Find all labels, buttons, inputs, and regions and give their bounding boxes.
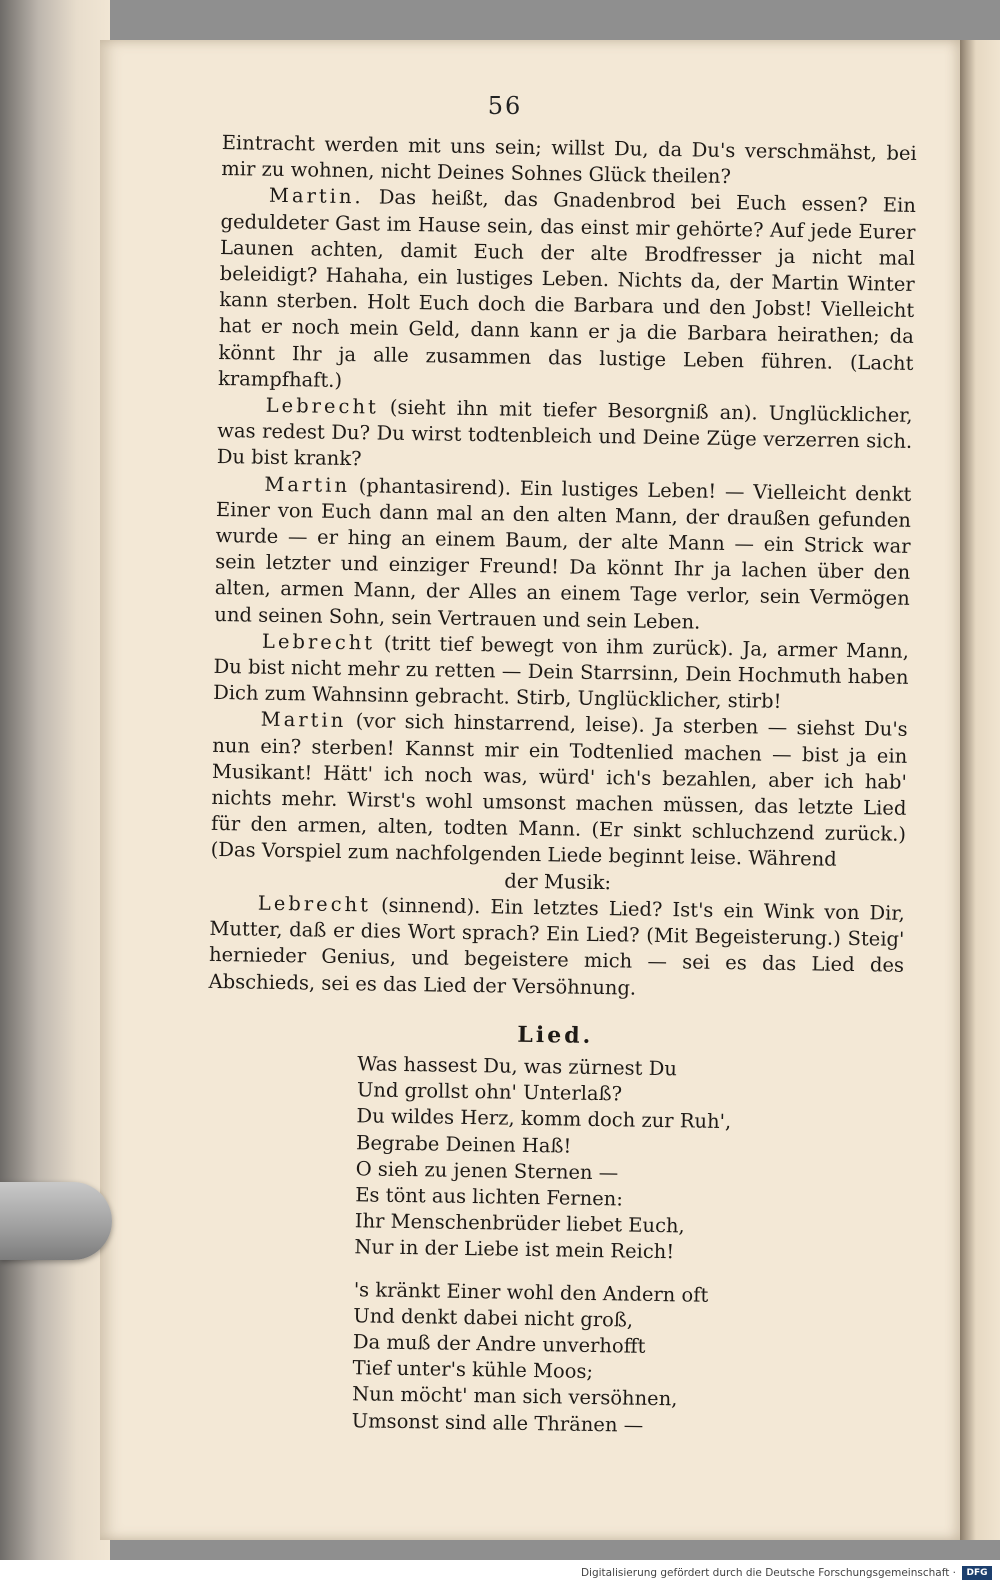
verse-line: Begrabe Deinen Haß! xyxy=(355,1130,572,1158)
speaker-name: Lebrecht xyxy=(261,629,376,655)
speaker-name: Martin. xyxy=(268,184,364,209)
page-number: 56 xyxy=(487,92,523,120)
verse-line: Nur in der Liebe ist mein Reich! xyxy=(354,1235,675,1264)
verse-line: Und denkt dabei nicht groß, xyxy=(353,1303,634,1332)
speaker-name: Martin xyxy=(260,708,347,733)
verse-line: Tief unter's kühle Moos; xyxy=(352,1356,594,1384)
speaker-name: Lebrecht xyxy=(265,393,380,419)
speech-text: Das heißt, das Gnadenbrod bei Euch essen? Ein geduldeter Gast im Hause sein, das einst mir gehörte? Auf jede Eurer Launen achten, damit Euch der alte Brodfresser ja nicht mal beleidigt? Hahaha, ein lustiges Leben. Nichts da, der Martin Winter kann sterben. Holt Euch doch die Barbara und den Jobst! Vielleicht hat er noch mein Geld, dann kann er ja die Barbara heirathen; da könnt Ihr ja alle zusammen das lustige Leben führen. (Lacht krampfhaft.) xyxy=(217,185,917,392)
paragraph-martin-2 xyxy=(214,471,911,639)
book-page-edges xyxy=(0,0,110,1560)
verse-line: Du wildes Herz, komm doch zur Ruh', xyxy=(356,1104,732,1134)
verse-line: Ihr Menschenbrüder liebet Euch, xyxy=(354,1209,685,1238)
paragraph-martin-3 xyxy=(210,706,907,874)
speech-text: (tritt tief bewegt von ihm zurück). Ja, armer Mann, Du bist nicht mehr zu retten — Dein Starrsinn, Dein Hochmuth haben Dich zum Wahnsinn gebracht. Stirb, Unglücklicher, stirb! xyxy=(212,631,910,714)
verse-line: Da muß der Andre unverhofft xyxy=(352,1330,646,1358)
paragraph-lebrecht-3 xyxy=(208,890,905,1006)
verse-line: Es tönt aus lichten Fernen: xyxy=(355,1183,624,1211)
paragraph-lebrecht-2 xyxy=(213,628,909,718)
song-stanza-2 xyxy=(202,1274,899,1442)
verse-line: Nun möcht' man sich versöhnen, xyxy=(351,1382,678,1411)
footer-bar xyxy=(0,1560,1000,1587)
page-text xyxy=(202,130,917,1443)
speech-text: (phantasirend). Ein lustiges Leben! — Vielleicht denkt Einer von Euch dann mal an den alten Mann, der draußen gefunden wurde — er hing an einem Baum, der alte Mann — ein Strick war sein letzter und einziger Freund! Da könnt Ihr ja lachen über den alten, armen Mann, der Alles an einem Tage verlor, sein Vermögen und seinen Sohn, sein Vertrauen und sein Leben. xyxy=(214,473,912,634)
song-stanza-1 xyxy=(204,1049,902,1270)
stage-direction-centered: der Musik: xyxy=(504,869,612,894)
scanner-thumb-clip xyxy=(0,1182,112,1260)
dfg-logo-icon: DFG xyxy=(962,1566,992,1580)
verse-line: O sieh zu jenen Sternen — xyxy=(355,1156,619,1185)
verse-line: 's kränkt Einer wohl den Andern oft xyxy=(353,1277,709,1307)
song-title: Lied. xyxy=(517,1021,594,1049)
verse-line: Umsonst sind alle Thränen — xyxy=(351,1408,644,1437)
facing-page-edge xyxy=(960,40,1000,1540)
speech-text: (sinnend). Ein letztes Lied? Ist's ein Wink von Dir, Mutter, daß er dies Wort sprach? Ein Lied? (Mit Begeisterung.) Steig' hernieder Genius, und begeistere mich — sei es das Lied des Abschieds, sei es das Lied der Versöhnung. xyxy=(208,893,905,1000)
verse-line: Was hassest Du, was zürnest Du xyxy=(357,1052,678,1081)
speaker-name: Lebrecht xyxy=(257,891,372,917)
speaker-name: Martin xyxy=(264,472,351,497)
paragraph-lebrecht-1 xyxy=(217,392,913,482)
paragraph-continuation: Eintracht werden mit uns sein; willst Du, da Du's verschmähst, bei mir zu wohnen, nicht Deines Sohnes Glück theilen? xyxy=(221,130,917,189)
speech-text: (sieht ihn mit tiefer Besorgniß an). Unglücklicher, was redest Du? Du wirst todtenbleich und Deine Züge verzerren sich. Du bist krank? xyxy=(216,395,913,471)
verse-line: Und grollst ohn' Unterlaß? xyxy=(356,1078,623,1106)
funding-notice: Digitalisierung gefördert durch die Deutsche Forschungsgemeinschaft · xyxy=(580,1567,956,1579)
paragraph-martin-1 xyxy=(218,182,916,403)
speech-text: (vor sich hinstarrend, leise). Ja sterben — siehst Du's nun ein? sterben! Kannst mir ein Todtenlied machen — bist ja ein Musikant! Hätt' ich noch was, würd' ich's bezahlen, aber ich hab' nichts mehr. Wirst's wohl umsonst machen müssen, das letzte Lied für den armen, alten, todten Mann. (Er sinkt schluchzend zurück.) (Das Vorspiel zum nachfolgenden Liede beginnt leise. Während xyxy=(210,709,908,872)
